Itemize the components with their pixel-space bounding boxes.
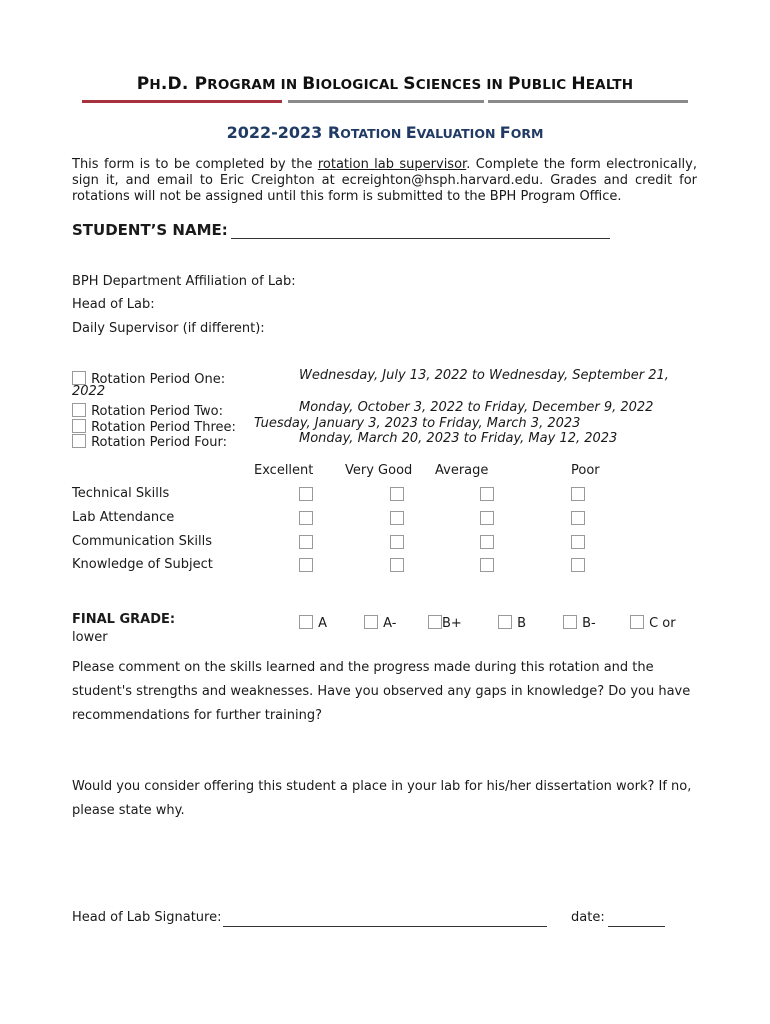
daily-supervisor-label: Daily Supervisor (if different): [72, 321, 265, 336]
title-part: PH [136, 74, 161, 94]
period-four-dates: Monday, March 20, 2023 to Friday, May 12, 2023 [299, 431, 618, 446]
grade-option-c-or-lower[interactable]: C or [630, 612, 676, 631]
rating-checkbox[interactable] [480, 511, 494, 525]
header-rule-red [82, 100, 282, 103]
period-label: Rotation Period One: [91, 372, 226, 387]
period-four-row [72, 431, 227, 450]
lab-affiliation-label: BPH Department Affiliation of Lab: [72, 274, 296, 289]
form-title: 2022-2023 ROTATION EVALUATION FORM [226, 123, 544, 142]
supervisor-emphasis: rotation lab supervisor [317, 157, 467, 172]
grade-checkbox[interactable] [498, 615, 512, 629]
rating-checkbox[interactable] [390, 558, 404, 572]
comment-question-line: recommendations for further training? [72, 708, 322, 723]
title-part: SCIENCES IN [403, 74, 508, 94]
grade-option-a-minus[interactable]: A- [364, 612, 396, 631]
student-name-field[interactable] [231, 238, 610, 239]
rating-checkbox[interactable] [299, 511, 313, 525]
date-label: date: [571, 910, 605, 925]
rating-checkbox[interactable] [299, 558, 313, 572]
title-part: HEALTH [571, 74, 634, 94]
rating-checkbox[interactable] [571, 535, 585, 549]
date-field[interactable] [608, 926, 665, 927]
student-name-label: STUDENT’S NAME: [72, 221, 228, 239]
skill-technical-label: Technical Skills [72, 486, 170, 501]
signature-label: Head of Lab Signature: [72, 910, 222, 925]
head-of-lab-label: Head of Lab: [72, 297, 155, 312]
period-label: Rotation Period Three: [91, 420, 236, 435]
period-four-checkbox[interactable] [72, 434, 86, 448]
grade-checkbox[interactable] [299, 615, 313, 629]
grade-option-b-plus[interactable]: B+ [428, 612, 462, 631]
grade-checkbox[interactable] [563, 615, 577, 629]
period-one-dates: Wednesday, July 13, 2022 to Wednesday, September 21, [299, 368, 669, 383]
rating-checkbox[interactable] [299, 535, 313, 549]
period-one-checkbox[interactable] [72, 371, 86, 385]
grade-checkbox[interactable] [630, 615, 644, 629]
final-grade-label: FINAL GRADE: [72, 612, 176, 627]
rating-poor-header: Poor [571, 463, 600, 478]
rating-very-good-header: Very Good [345, 463, 413, 478]
grade-option-a[interactable]: A [299, 612, 327, 631]
skill-knowledge-label: Knowledge of Subject [72, 557, 213, 572]
rating-checkbox[interactable] [571, 511, 585, 525]
rating-checkbox[interactable] [390, 487, 404, 501]
grade-option-b-minus[interactable]: B- [563, 612, 596, 631]
rating-excellent-header: Excellent [254, 463, 314, 478]
grade-checkbox[interactable] [364, 615, 378, 629]
grade-option-b[interactable]: B [498, 612, 526, 631]
grade-option-wrap: lower [72, 630, 108, 645]
skill-attendance-label: Lab Attendance [72, 510, 175, 525]
comment-question-line: student's strengths and weaknesses. Have you observed any gaps in knowledge? Do you have [72, 684, 691, 699]
program-title [0, 74, 770, 94]
grade-checkbox[interactable] [428, 615, 442, 629]
skill-communication-label: Communication Skills [72, 534, 212, 549]
period-label: Rotation Period Two: [91, 404, 224, 419]
offer-question-line: Would you consider offering this student a place in your lab for his/her dissertation work? If no, [72, 779, 692, 794]
rating-checkbox[interactable] [571, 558, 585, 572]
period-three-dates: Tuesday, January 3, 2023 to Friday, March 3, 2023 [254, 416, 581, 431]
rating-average-header: Average [435, 463, 489, 478]
rating-checkbox[interactable] [480, 558, 494, 572]
offer-question-line: please state why. [72, 803, 185, 818]
title-part: BIOLOGICAL [302, 74, 404, 94]
comment-question-line: Please comment on the skills learned and the progress made during this rotation and the [72, 660, 654, 675]
header-rule-gap [282, 100, 288, 103]
title-part: .D. [160, 74, 195, 94]
header-rule-gap [484, 100, 488, 103]
title-part: PUBLIC [507, 74, 572, 94]
signature-field[interactable] [223, 926, 547, 927]
rating-checkbox[interactable] [299, 487, 313, 501]
rating-checkbox[interactable] [571, 487, 585, 501]
rating-checkbox[interactable] [480, 487, 494, 501]
rating-checkbox[interactable] [390, 511, 404, 525]
period-one-dates-wrap: 2022 [72, 384, 106, 399]
rating-checkbox[interactable] [480, 535, 494, 549]
title-part: PROGRAM IN [194, 74, 303, 94]
period-label: Rotation Period Four: [91, 435, 227, 450]
period-two-dates: Monday, October 3, 2022 to Friday, December 9, 2022 [299, 400, 654, 415]
rating-checkbox[interactable] [390, 535, 404, 549]
period-two-checkbox[interactable] [72, 403, 86, 417]
intro-paragraph: This form is to be completed by the rotation lab supervisor. Complete the form electronically, sign it, and email to Eric Creighton at ecreighton@hsph.harvard.edu. Grades and credit for rotations will not be assigned until this form is submitted to the BPH Program Office. [72, 157, 697, 204]
